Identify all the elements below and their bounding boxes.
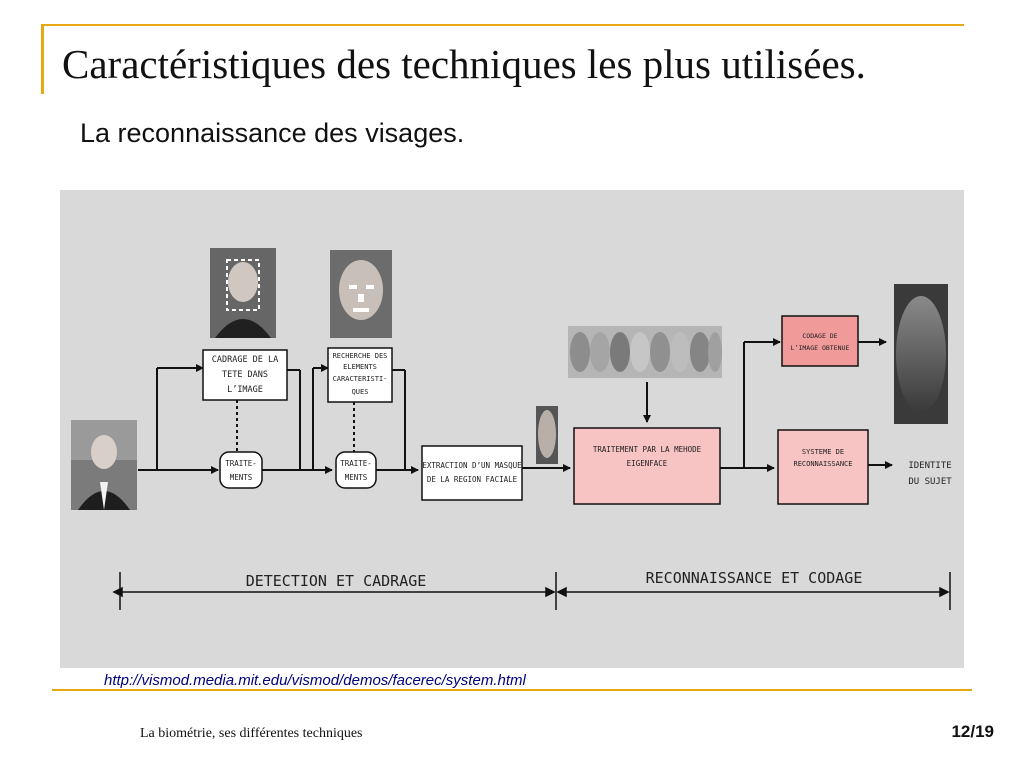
slide-subtitle: La reconnaissance des visages. [80,118,465,148]
traitements-node-1 [220,452,262,488]
systeme-line-2: RECONNAISSANCE [793,460,853,468]
recherche-line-3: CARACTERISTI- [332,375,388,383]
recherche-line-4: QUES [351,388,369,396]
identite-line-2: DU SUJET [908,477,952,487]
slide-title: Caractéristiques des techniques les plus utilisées. [62,41,866,87]
input-photo [71,420,137,510]
recherche-line-2: ELEMENTS [343,363,377,371]
title-accent-bar [41,24,44,94]
eigenface-line-2: EIGENFACE [626,459,668,468]
codage-line-1: CODAGE DE [802,332,838,340]
mask-face-photo [536,406,558,464]
traitements-2-line-1: TRAITE- [340,459,372,468]
cadrage-line-1: CADRAGE DE LA [211,355,279,365]
codage-line-2: L’IMAGE OBTENUE [790,344,850,352]
box-codage [782,316,858,366]
box-cadrage [203,350,287,400]
output-face-photo [894,284,948,424]
eigenface-line-1: TRAITEMENT PAR LA MEHODE [592,445,702,454]
cadrage-line-3: L’IMAGE [227,385,263,395]
cadrage-line-2: TETE DANS [221,370,269,380]
box-systeme [778,430,868,504]
traitements-node-2 [336,452,376,488]
bottom-rule [52,689,972,691]
extraction-line-1: EXTRACTION D’UN MASQUE [422,461,522,470]
page-number: 12/19 [951,722,994,741]
framed-face-photo [210,248,276,338]
recherche-line-1: RECHERCHE DES [332,352,388,360]
detection-section-label: DETECTION ET CADRAGE [245,572,427,590]
extraction-line-2: DE LA REGION FACIALE [426,475,518,484]
source-url: http://vismod.media.mit.edu/vismod/demos/facerec/system.html [104,672,526,689]
face-recognition-diagram [60,190,964,668]
box-recherche [328,348,392,402]
diagram-background [60,190,964,668]
top-rule [41,24,964,26]
eigenfaces-strip [568,326,722,378]
features-face-photo [330,250,392,338]
identite-line-1: IDENTITE [908,461,952,471]
traitements-1-line-1: TRAITE- [225,459,257,468]
box-eigenface [574,428,720,504]
box-extraction [422,446,522,500]
footer-text: La biométrie, ses différentes techniques [140,726,363,741]
traitements-1-line-2: MENTS [229,473,253,482]
reconnaissance-section-label: RECONNAISSANCE ET CODAGE [645,569,863,587]
systeme-line-1: SYSTEME DE [801,448,845,456]
traitements-2-line-2: MENTS [344,473,368,482]
